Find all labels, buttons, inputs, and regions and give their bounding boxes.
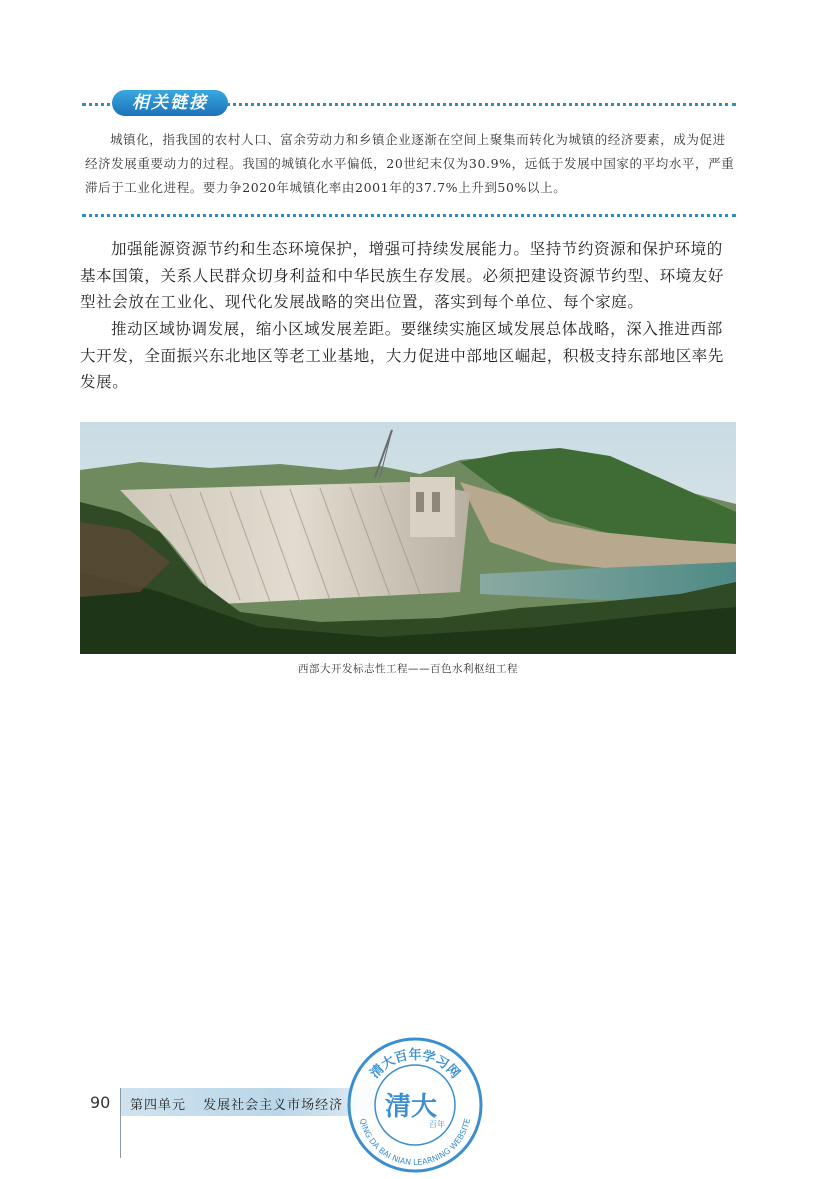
watermark-seal xyxy=(345,1035,485,1175)
footer-title: 发展社会主义市场经济 xyxy=(203,1098,344,1113)
photo-caption: 西部大开发标志性工程——百色水利枢纽工程 xyxy=(298,663,518,675)
footer-unit: 第四单元 xyxy=(130,1098,187,1113)
seal-center-small-text: 百年 xyxy=(429,1120,445,1129)
seal-top-text: 清大百年学习网 xyxy=(367,1048,463,1082)
dam-photo xyxy=(80,422,736,654)
seal-bottom-text: QING DA BAI NIAN LEARNING WEBSITE xyxy=(357,1117,473,1168)
sidebox-bottom-divider xyxy=(82,214,736,217)
body-paragraph: 加强能源资源节约和生态环境保护，增强可持续发展能力。坚持节约资源和保护环境的基本国策，关系人民群众切身利益和中华民族生存发展。必须把建设资源节约型、环境友好型社会放在工业化、现代化发展战略的突出位置，落实到每个单位、每个家庭。 xyxy=(80,240,725,311)
seal-center-text: 清大 xyxy=(384,1092,438,1122)
body-paragraph: 推动区域协调发展，缩小区域发展差距。要继续实施区域发展总体战略，深入推进西部大开发，全面振兴东北地区等老工业基地，大力促进中部地区崛起，积极支持东部地区率先发展。 xyxy=(80,320,725,391)
footer-running-title xyxy=(130,1094,343,1113)
related-links-text: 城镇化，指我国的农村人口、富余劳动力和乡镇企业逐渐在空间上聚集而转化为城镇的经济要素，成为促进经济发展重要动力的过程。我国的城镇化水平偏低，20世纪末仅为30.9%，远低于发展中国家的平均水平，严重滞后于工业化进程。要力争2020年城镇化率由2001年的37.7%上升到50%以上。 xyxy=(85,132,735,195)
page-number: 90 xyxy=(90,1093,111,1112)
footer-divider xyxy=(120,1088,121,1158)
related-links-label: 相关链接 xyxy=(112,90,228,116)
